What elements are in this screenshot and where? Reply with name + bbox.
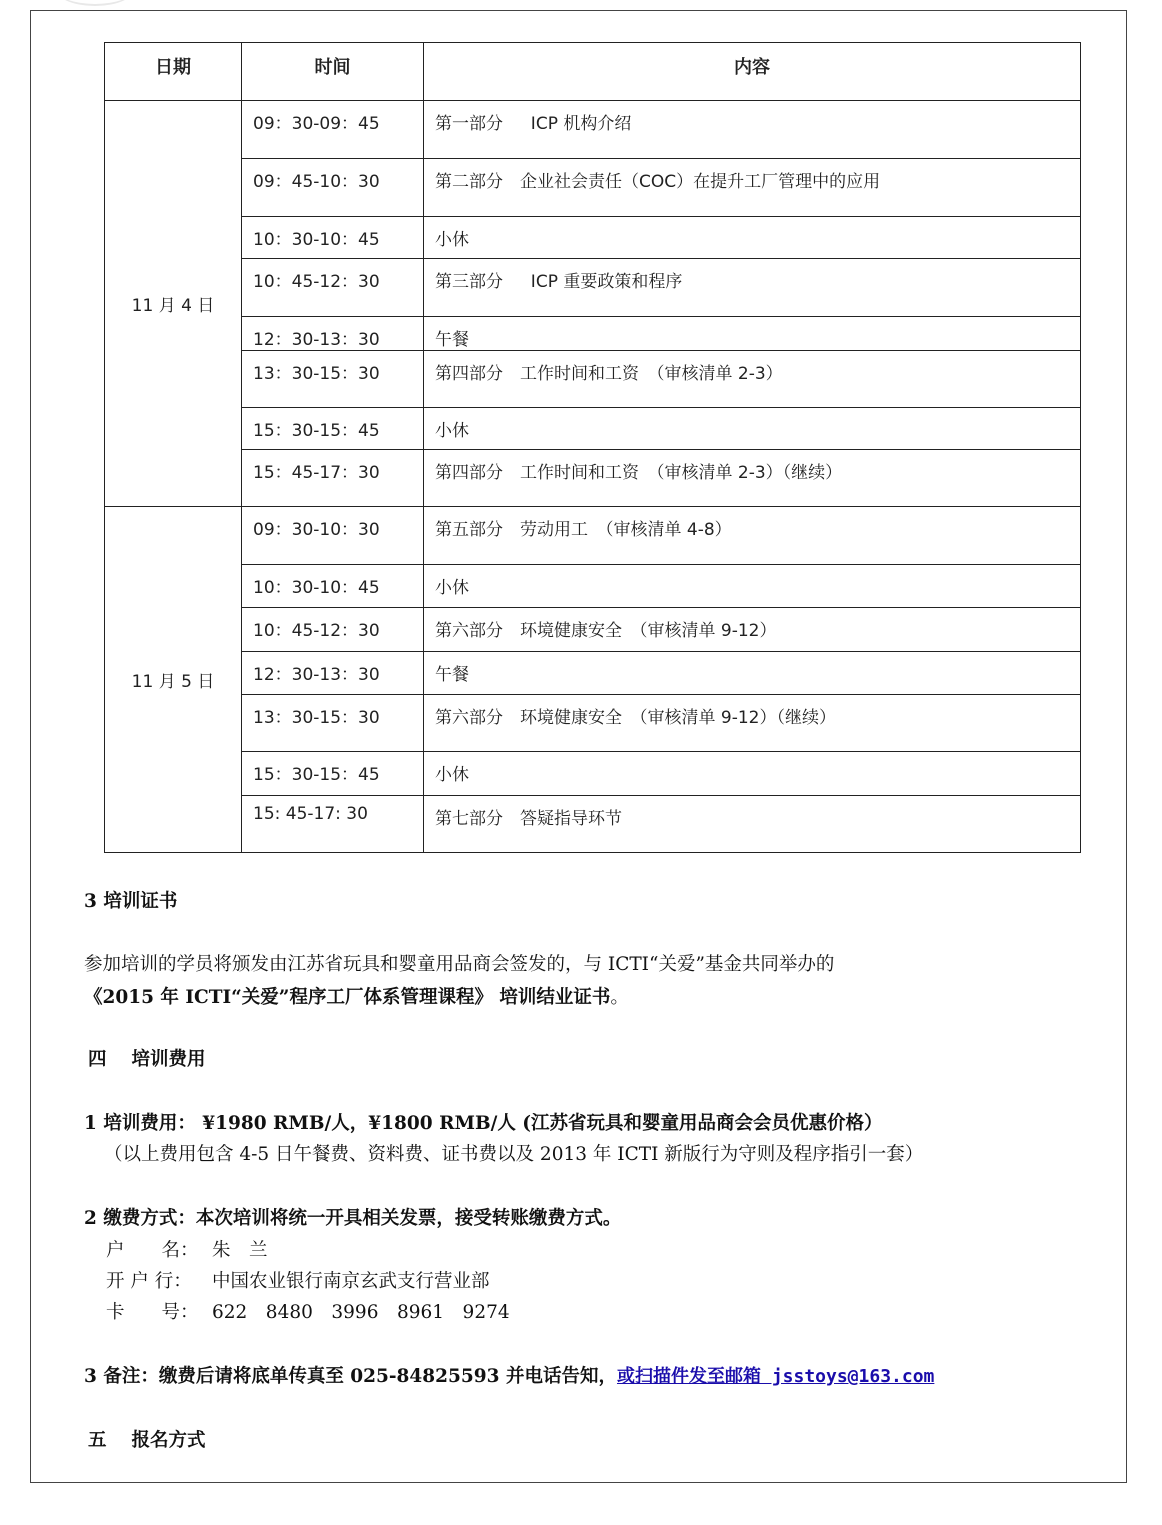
time-cell: 13：30-15：30 [242, 351, 424, 408]
card-value: 622 8480 3996 8961 9274 [212, 1302, 510, 1323]
time-cell: 10：45-12：30 [242, 259, 424, 317]
bank-value: 中国农业银行南京玄武支行营业部 [212, 1271, 490, 1292]
time-cell: 15：45-17：30 [242, 450, 424, 507]
content-cell: 午餐 [424, 652, 1081, 695]
content-cell: 第一部分 ICP 机构介绍 [424, 101, 1081, 159]
content-cell: 午餐 [424, 317, 1081, 351]
content-cell: 第六部分 环境健康安全 （审核清单 9-12） [424, 608, 1081, 652]
account-name-label: 户 名： [106, 1240, 199, 1261]
certificate-course-title: 《2015 年 ICTI“关爱”程序工厂体系管理课程》 培训结业证书 [84, 987, 611, 1008]
time-cell: 09：45-10：30 [242, 159, 424, 217]
table-row [105, 217, 1081, 259]
content-cell: 第二部分 企业社会责任（COC）在提升工厂管理中的应用 [424, 159, 1081, 217]
certificate-text-end: 。 [610, 987, 629, 1008]
content-cell: 第五部分 劳动用工 （审核清单 4-8） [424, 507, 1081, 565]
table-row [105, 159, 1081, 217]
email-link[interactable]: 或扫描件发至邮箱 jsstoys@163.com [616, 1366, 935, 1387]
account-name-row [106, 1236, 268, 1262]
content-cell: 小休 [424, 565, 1081, 608]
header-time: 时间 [242, 43, 424, 101]
account-name-value: 朱 兰 [212, 1240, 268, 1261]
fee-item-2: 2 缴费方式：本次培训将统一开具相关发票，接受转账缴费方式。 [84, 1208, 622, 1229]
content-cell: 第七部分 答疑指导环节 [424, 796, 1081, 853]
table-row [105, 507, 1081, 565]
time-cell: 10：30-10：45 [242, 217, 424, 259]
date-cell: 11 月 4 日 [105, 101, 242, 507]
table-row [105, 259, 1081, 317]
time-cell: 12：30-13：30 [242, 652, 424, 695]
time-cell: 10：45-12：30 [242, 608, 424, 652]
time-cell: 09：30-09：45 [242, 101, 424, 159]
table-row [105, 101, 1081, 159]
header-date: 日期 [105, 43, 242, 101]
page-curl-decoration [55, 0, 135, 6]
time-cell: 15: 45-17: 30 [242, 796, 424, 853]
time-cell: 12：30-13：30 [242, 317, 424, 351]
bank-row [106, 1267, 490, 1293]
fee-item-3-text: 3 备注：缴费后请将底单传真至 025-84825593 并电话告知， [84, 1366, 617, 1387]
card-row [106, 1298, 510, 1324]
schedule-table [104, 42, 1081, 853]
header-content: 内容 [424, 43, 1081, 101]
content-cell: 小休 [424, 217, 1081, 259]
table-row [105, 796, 1081, 853]
table-row [105, 652, 1081, 695]
section-heading-registration: 五 报名方式 [88, 1430, 206, 1451]
bank-label: 开 户 行： [106, 1271, 192, 1292]
time-cell: 15：30-15：45 [242, 408, 424, 450]
table-row [105, 565, 1081, 608]
section-heading-certificate: 3 培训证书 [84, 891, 178, 912]
table-row [105, 752, 1081, 796]
certificate-text-line1: 参加培训的学员将颁发由江苏省玩具和婴童用品商会签发的，与 ICTI“关爱”基金共同举办的 [84, 954, 835, 975]
fee-item-3 [84, 1362, 934, 1388]
table-header-row [105, 43, 1081, 101]
table-row [105, 317, 1081, 351]
content-cell: 小休 [424, 408, 1081, 450]
fee-item-1: 1 培训费用： ¥1980 RMB/人，¥1800 RMB/人 (江苏省玩具和婴童用品商会会员优惠价格） [84, 1113, 883, 1134]
content-cell: 第四部分 工作时间和工资 （审核清单 2-3） [424, 351, 1081, 408]
content-cell: 第六部分 环境健康安全 （审核清单 9-12）（继续） [424, 695, 1081, 752]
table-row [105, 695, 1081, 752]
section-heading-fees: 四 培训费用 [88, 1049, 206, 1070]
fee-item-1-note: （以上费用包含 4-5 日午餐费、资料费、证书费以及 2013 年 ICTI 新版行为守则及程序指引一套） [104, 1144, 924, 1165]
content-cell: 第三部分 ICP 重要政策和程序 [424, 259, 1081, 317]
table-row [105, 450, 1081, 507]
table-row [105, 608, 1081, 652]
time-cell: 13：30-15：30 [242, 695, 424, 752]
time-cell: 09：30-10：30 [242, 507, 424, 565]
content-cell: 小休 [424, 752, 1081, 796]
table-row [105, 351, 1081, 408]
time-cell: 15：30-15：45 [242, 752, 424, 796]
card-label: 卡 号： [106, 1302, 199, 1323]
time-cell: 10：30-10：45 [242, 565, 424, 608]
table-row [105, 408, 1081, 450]
certificate-text-line2 [84, 983, 629, 1009]
date-cell: 11 月 5 日 [105, 507, 242, 853]
content-cell: 第四部分 工作时间和工资 （审核清单 2-3）（继续） [424, 450, 1081, 507]
